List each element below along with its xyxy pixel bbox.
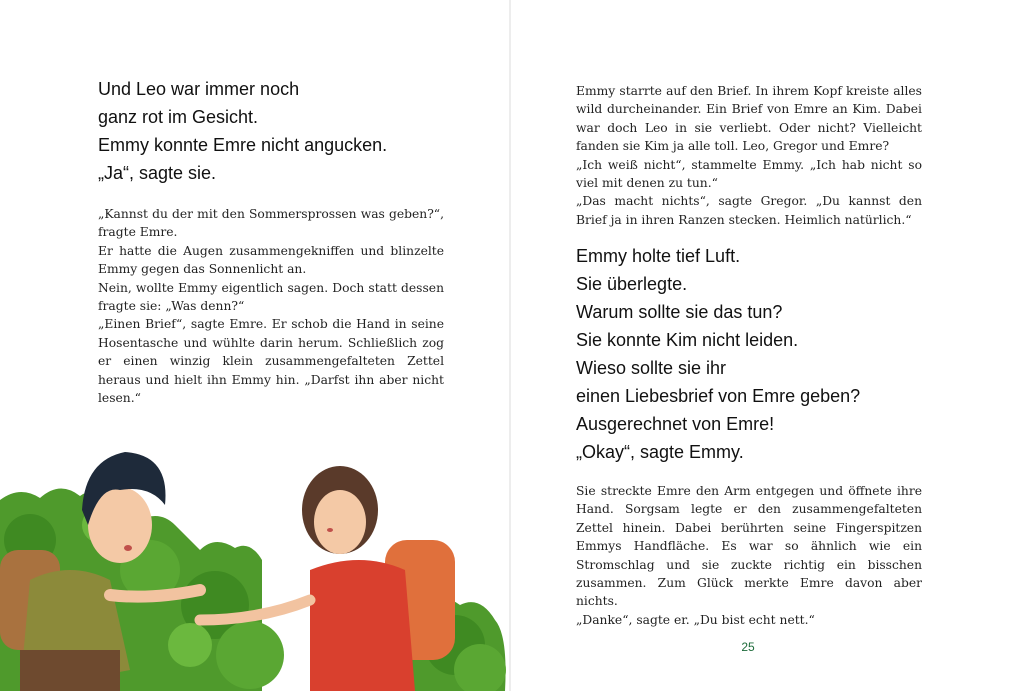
large-text-line: einen Liebesbrief von Emre geben?	[576, 386, 861, 406]
left-prose-block	[98, 205, 444, 407]
large-text-line: Wieso sollte sie ihr	[576, 358, 727, 378]
page-number: 25	[741, 640, 755, 654]
right-prose-bottom-block	[576, 482, 922, 629]
right-prose-top-block	[576, 82, 922, 229]
large-text-line: Emmy holte tief Luft.	[576, 246, 741, 266]
large-text-line: Warum sollte sie das tun?	[576, 302, 783, 322]
large-text-line: „Okay“, sagte Emmy.	[576, 442, 744, 462]
large-text-line: „Ja“, sagte sie.	[98, 163, 217, 183]
large-text-line: Und Leo war immer noch	[98, 79, 300, 99]
large-text-line: ganz rot im Gesicht.	[98, 107, 259, 127]
large-text-line: Emmy konnte Emre nicht angucken.	[98, 135, 388, 155]
paragraph: „Einen Brief“, sagte Emre. Er schob die Hand in seine Hosentasche und wühlte darin herum. Schließlich zog er einen winzig klein zusammengefalteten Zettel heraus und hielt ihn Emmy hin. „Darfst ihn aber nicht lesen.“	[98, 317, 444, 406]
paragraph: „Ich weiß nicht“, stammelte Emmy. „Ich hab nicht so viel mit denen zu tun.“	[576, 157, 922, 191]
paragraph: Emmy starrte auf den Brief. In ihrem Kopf kreiste alles wild durcheinander. Ein Brief von Emre an Kim. Dabei war doch Leo in sie verliebt. Oder nicht? Vielleicht fanden sie Kim ja alle toll. Leo, Gregor und Emre?	[576, 84, 922, 154]
paragraph: Sie streckte Emre den Arm entgegen und öffnete ihre Hand. Sorgsam legte er den zusammengefalteten Zettel hinein. Dabei berührten seine Fingerspitzen Emmys Handfläche. Es war so ähnlich wie ein Stromschlag und sie zuckte richtig ein bisschen zusammen. Zum Glück merkte Emre davon aber nichts.	[576, 484, 922, 609]
large-text-line: Sie konnte Kim nicht leiden.	[576, 330, 799, 350]
paragraph: „Das macht nichts“, sagte Gregor. „Du kannst den Brief ja in ihren Ranzen stecken. Heimlich natürlich.“	[576, 194, 922, 227]
large-text-line: Sie überlegte.	[576, 274, 688, 294]
paragraph: Nein, wollte Emmy eigentlich sagen. Doch statt dessen fragte sie: „Was denn?“	[98, 280, 444, 314]
paragraph: „Kannst du der mit den Sommersprossen was geben?“, fragte Emre.	[98, 207, 444, 240]
large-text-line: Ausgerechnet von Emre!	[576, 414, 775, 434]
right-large-text	[576, 242, 860, 466]
children-illustration	[0, 430, 510, 691]
paragraph: „Danke“, sagte er. „Du bist echt nett.“	[576, 612, 815, 627]
paragraph: Er hatte die Augen zusammengekniffen und blinzelte Emmy gegen das Sonnenlicht an.	[98, 243, 444, 277]
left-large-text	[98, 75, 387, 187]
